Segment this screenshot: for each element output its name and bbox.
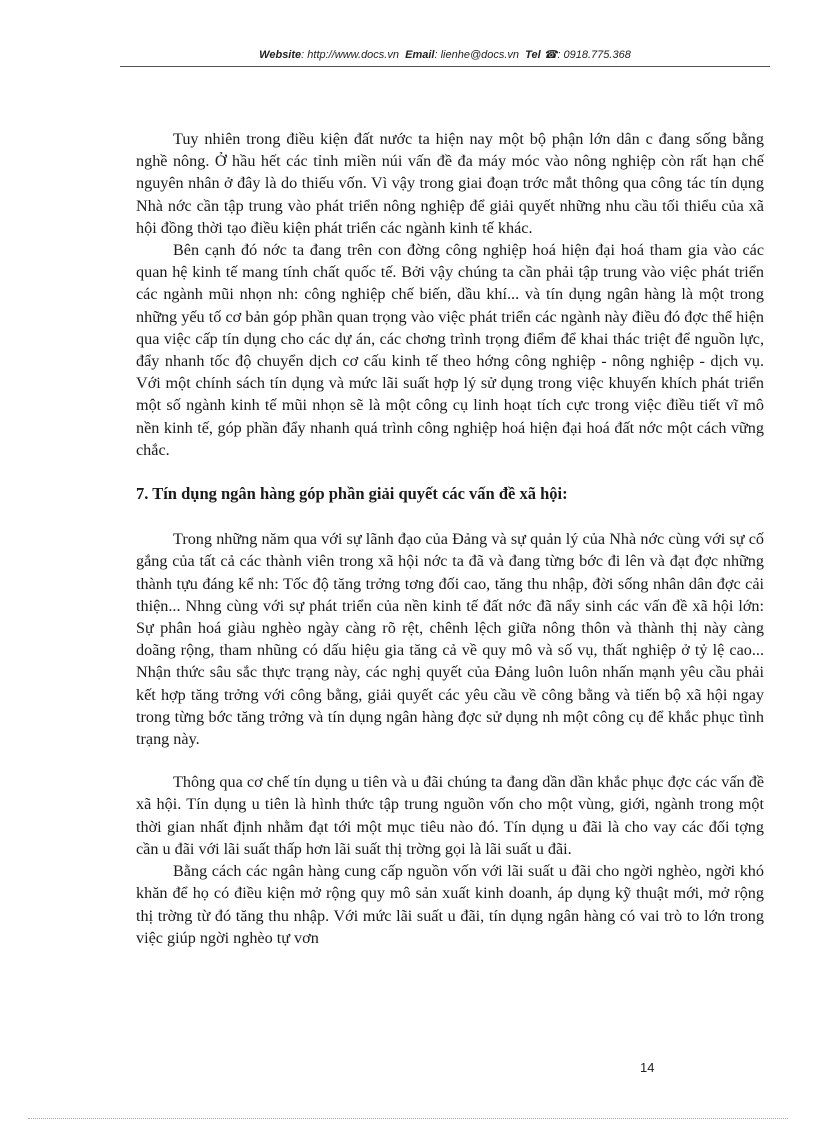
website-label: Website: [259, 49, 302, 61]
paragraph-gap: [136, 750, 764, 771]
paragraph-industrialization: Bên cạnh đó nớc ta đang trên con đờng công nghiệp hoá hiện đại hoá tham gia vào các quan hệ kinh tế mang tính chất quốc tế. Bởi vậy chúng ta cần phải tập trung vào việc phát triển các ngành mũi nhọn nh: công nghiệp chế biến, dầu khí... và tín dụng ngân hàng là một trong những yếu tố cơ bản góp phần quan trọng vào việc phát triển các ngành này điều đó đợc thể hiện qua việc cấp tín dụng cho các dự án, các chơng trình trọng điểm để khai thác triệt để nguồn lực, đẩy nhanh tốc độ chuyển dịch cơ cấu kinh tế theo hớng công nghiệp - nông nghiệp - dịch vụ. Với một chính sách tín dụng và mức lãi suất hợp lý sử dụng trong việc khuyến khích phát triển một số ngành kinh tế mũi nhọn sẽ là một công cụ linh hoạt tích cực trong việc điều tiết vĩ mô nền kinh tế, góp phần đẩy nhanh quá trình công nghiệp hoá hiện đại hoá đất nớc một cách vững chắc.: [136, 241, 764, 459]
phone-icon: ☎: [543, 49, 558, 61]
website-value: : http://www.docs.vn: [301, 49, 399, 61]
page-number: 14: [640, 1060, 655, 1075]
footer-divider: [28, 1118, 788, 1119]
document-body: [136, 128, 764, 949]
paragraph-priority-credit: Thông qua cơ chế tín dụng u tiên và u đãi chúng ta đang dần dần khắc phục đợc các vấn đề xã hội. Tín dụng u tiên là hình thức tập trung nguồn vốn cho một vùng, giới, ngành trong một thời gian nhất định nhằm đạt tới một mục tiêu nào đó. Tín dụng u đãi là cho vay các đối tợng cần u đãi với lãi suất thấp hơn lãi suất thị trờng gọi là lãi suất u đãi.: [136, 773, 764, 858]
tel-value: : 0918.775.368: [557, 49, 631, 61]
header-divider: [120, 66, 770, 67]
paragraph-agriculture: Tuy nhiên trong điều kiện đất nước ta hiện nay một bộ phận lớn dân c đang sống bằng nghề nông. Ở hầu hết các tỉnh miền núi vấn đề đa máy móc vào nông nghiệp còn rất hạn chế nguyên nhân ở đây là do thiếu vốn. Vì vậy trong giai đoạn trớc mắt thông qua công tác tín dụng Nhà nớc cần tập trung vào phát triển nông nghiệp để giải quyết những nhu cầu tối thiểu của xã hội đồng thời tạo điều kiện phát triển các ngành kinh tế khác.: [136, 130, 764, 237]
paragraph-poverty-credit: Bằng cách các ngân hàng cung cấp nguồn vốn với lãi suất u đãi cho ngời nghèo, ngời khó khăn để họ có điều kiện mở rộng quy mô sản xuất kinh doanh, áp dụng kỹ thuật mới, mở rộng thị trờng từ đó tăng thu nhập. Với mức lãi suất u đãi, tín dụng ngân hàng có vai trò to lớn trong việc giúp ngời nghèo tự vơn: [136, 862, 764, 947]
page-header: [120, 48, 770, 61]
section-heading: 7. Tín dụng ngân hàng góp phần giải quyết các vấn đề xã hội:: [136, 484, 568, 504]
paragraph-social-issues: Trong những năm qua với sự lãnh đạo của Đảng và sự quản lý của Nhà nớc cùng với sự cố gắng của tất cả các thành viên trong xã hội nớc ta đã và đang từng bớc đi lên và đạt đợc những thành tựu đáng kể nh: Tốc độ tăng trởng tơng đối cao, tăng thu nhập, đời sống nhân dân đợc cải thiện... Nhng cùng với sự phát triển của nền kinh tế đất nớc đã nẩy sinh các vấn đề xã hội lớn: Sự phân hoá giàu nghèo ngày càng rõ rệt, chênh lệch giữa nông thôn và thành thị này càng doãng rộng, tham nhũng có dấu hiệu gia tăng cả về quy mô và số vụ, thất nghiệp ở tỷ lệ cao... Nhận thức sâu sắc thực trạng này, các nghị quyết của Đảng luôn luôn nhấn mạnh yêu cầu phải kết hợp tăng trởng với công bằng, giải quyết các yêu cầu về công bằng và tiến bộ xã hội ngay trong từng bớc tăng trởng và tín dụng ngân hàng đợc sử dụng nh một công cụ để khắc phục tình trạng này.: [136, 530, 764, 749]
tel-label: Tel: [525, 49, 541, 61]
email-label: Email: [405, 49, 435, 61]
email-value: : lienhe@docs.vn: [434, 49, 520, 61]
